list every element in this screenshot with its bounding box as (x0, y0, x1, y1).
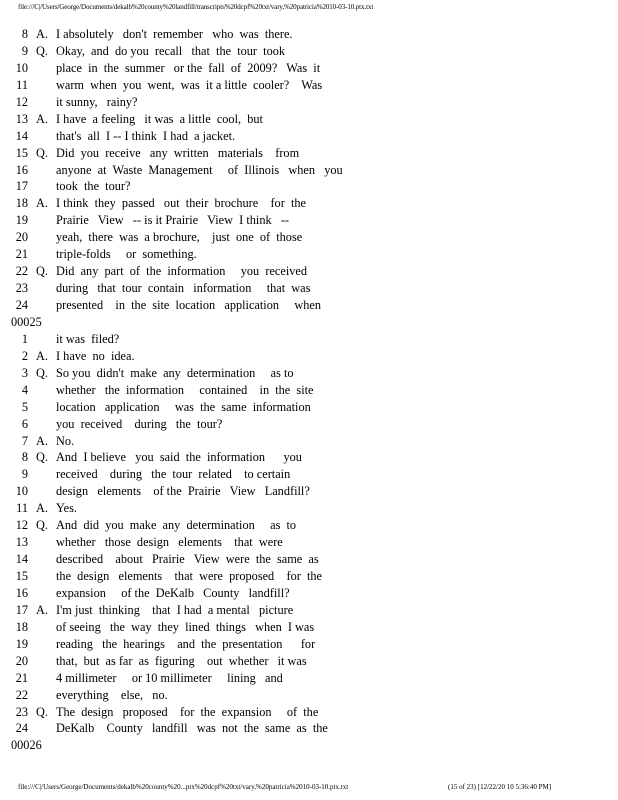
line-text: it was filed? (56, 331, 120, 346)
speaker-label: A. (36, 501, 48, 516)
line-number: 24 (15, 721, 28, 736)
line-text: triple-folds or something. (56, 247, 197, 262)
line-text: whether those design elements that were (56, 535, 283, 550)
line-text: The design proposed for the expansion of the (56, 704, 319, 719)
speaker-label: Q. (36, 518, 48, 533)
line-text: Did any part of the information you received (56, 264, 307, 279)
line-text: the design elements that were proposed for the (56, 569, 323, 583)
transcript-line (0, 602, 618, 619)
line-number: 21 (15, 247, 28, 262)
line-number: 16 (15, 585, 28, 600)
line-text: And I believe you said the information you (56, 450, 302, 465)
line-number: 5 (21, 399, 28, 414)
line-text: DeKalb County landfill was not the same as the (56, 721, 328, 736)
line-number: 23 (15, 704, 28, 719)
transcript-line (0, 128, 618, 145)
transcript-line (0, 60, 618, 77)
page-marker (0, 737, 618, 754)
speaker-label: Q. (36, 365, 48, 380)
line-number: 10 (15, 484, 28, 499)
line-number: 7 (21, 433, 28, 448)
line-text: that, but as far as figuring out whether it was (56, 653, 307, 668)
line-number: 3 (21, 365, 28, 380)
line-text: And did you make any determination as to (56, 518, 297, 533)
file-path-header: file:///C|/Users/George/Documents/dekalb%20county%20landfill/transcripts%20dcpf%20txt/vary,%20patricia%2010-03-10.ptx.txt (18, 3, 374, 11)
line-text: Prairie View -- is it Prairie View I think -- (56, 213, 290, 228)
transcript-line (0, 399, 618, 416)
transcript-line (0, 365, 618, 382)
line-text: expansion of the DeKalb County landfill? (56, 585, 290, 600)
transcript-line (0, 416, 618, 433)
page-number: 00025 (11, 314, 42, 329)
line-number: 9 (21, 467, 28, 482)
line-number: 18 (15, 196, 28, 211)
transcript-line (0, 94, 618, 111)
transcript-line (0, 568, 618, 585)
line-text: place in the summer or the fall of 2009? Was it (56, 60, 321, 75)
speaker-label: Q. (36, 145, 48, 160)
transcript-line (0, 263, 618, 280)
speaker-label: A. (36, 111, 48, 126)
line-text: of seeing the way they lined things when I was (56, 619, 315, 634)
line-text: received during the tour related to certain (56, 467, 291, 482)
transcript-line (0, 26, 618, 43)
line-number: 12 (15, 94, 28, 109)
line-number: 17 (15, 602, 28, 617)
line-text: I have a feeling it was a little cool, but (56, 111, 263, 126)
transcript-line (0, 280, 618, 297)
speaker-label: A. (36, 433, 48, 448)
line-text: location application was the same information (56, 399, 311, 414)
transcript-line (0, 636, 618, 653)
line-text: I think they passed out their brochure for the (56, 196, 306, 211)
line-text: Did you receive any written materials from (56, 145, 300, 160)
line-text: 4 millimeter or 10 millimeter lining and (56, 670, 283, 685)
transcript-line (0, 382, 618, 399)
line-number: 21 (15, 670, 28, 685)
line-number: 24 (15, 298, 28, 312)
transcript-line (0, 229, 618, 246)
line-number: 12 (15, 518, 28, 533)
line-text: yeah, there was a brochure, just one of those (56, 230, 303, 245)
speaker-label: A. (36, 27, 48, 41)
line-number: 11 (16, 77, 28, 92)
transcript-line (0, 466, 618, 483)
line-number: 9 (21, 43, 28, 58)
speaker-label: A. (36, 602, 48, 617)
transcript-line (0, 348, 618, 365)
line-number: 10 (15, 60, 28, 75)
line-number: 16 (15, 162, 28, 177)
line-text: warm when you went, was it a little cooler? Was (56, 77, 323, 92)
speaker-label: Q. (36, 264, 48, 279)
footer-file-path: file:///C|/Users/George/Documents/dekalb%20county%20...ptx%20dcpf%20txt/vary,%20patricia%2010-03-10.ptx.txt (18, 783, 349, 791)
speaker-label: A. (36, 348, 48, 363)
line-number: 8 (21, 450, 28, 465)
line-number: 14 (15, 128, 28, 143)
line-number: 14 (15, 552, 28, 567)
transcript-line (0, 111, 618, 128)
transcript-line (0, 653, 618, 670)
page-marker (0, 314, 618, 331)
line-number: 6 (21, 416, 28, 431)
line-text: that's all I -- I think I had a jacket. (56, 128, 236, 143)
speaker-label: Q. (36, 450, 48, 465)
transcript-body (0, 26, 618, 754)
line-number: 17 (15, 179, 28, 194)
transcript-line (0, 77, 618, 94)
line-text: it sunny, rainy? (56, 94, 138, 109)
line-number: 18 (15, 619, 28, 634)
transcript-line (0, 500, 618, 517)
transcript-line (0, 178, 618, 195)
line-text: I'm just thinking that I had a mental picture (56, 602, 294, 617)
line-text: described about Prairie View were the same as (56, 552, 319, 567)
page-number: 00026 (11, 738, 42, 753)
line-text: I absolutely don't remember who was there. (56, 27, 293, 41)
line-text: design elements of the Prairie View Landfill? (56, 484, 310, 499)
transcript-line (0, 483, 618, 500)
line-text: you received during the tour? (56, 416, 223, 431)
line-text: I have no idea. (56, 348, 135, 363)
line-text: took the tour? (56, 179, 131, 194)
line-number: 4 (21, 382, 28, 397)
speaker-label: Q. (36, 43, 48, 58)
transcript-line (0, 145, 618, 162)
transcript-line (0, 720, 618, 737)
line-text: No. (56, 433, 75, 448)
line-text: during that tour contain information that was (56, 281, 311, 296)
transcript-line (0, 195, 618, 212)
line-text: anyone at Waste Management of Illinois when you (56, 162, 343, 177)
transcript-line (0, 585, 618, 602)
transcript-line (0, 212, 618, 229)
line-number: 15 (15, 145, 28, 160)
footer-pagination: (15 of 23) [12/22/20 10 5:36:40 PM] (448, 783, 552, 791)
line-number: 8 (21, 27, 28, 41)
line-number: 11 (16, 501, 28, 516)
line-number: 22 (15, 264, 28, 279)
line-text: reading the hearings and the presentation for (56, 636, 316, 651)
line-number: 15 (15, 569, 28, 583)
line-number: 20 (15, 653, 28, 668)
line-number: 2 (21, 348, 28, 363)
transcript-line (0, 162, 618, 179)
line-text: whether the information contained in the site (56, 382, 314, 397)
line-number: 13 (15, 535, 28, 550)
line-number: 19 (15, 636, 28, 651)
transcript-line (0, 433, 618, 450)
line-text: everything else, no. (56, 687, 168, 702)
line-text: So you didn't make any determination as to (56, 365, 294, 380)
speaker-label: A. (36, 196, 48, 211)
line-number: 13 (15, 111, 28, 126)
transcript-line (0, 331, 618, 348)
transcript-line (0, 517, 618, 534)
line-number: 20 (15, 230, 28, 245)
transcript-line (0, 670, 618, 687)
transcript-line (0, 534, 618, 551)
transcript-line (0, 704, 618, 721)
line-number: 1 (21, 331, 28, 346)
line-text: Okay, and do you recall that the tour took (56, 43, 286, 58)
transcript-line (0, 449, 618, 466)
transcript-line (0, 297, 618, 314)
transcript-line (0, 551, 618, 568)
transcript-line (0, 246, 618, 263)
transcript-line (0, 687, 618, 704)
transcript-line (0, 43, 618, 60)
line-number: 22 (15, 687, 28, 702)
speaker-label: Q. (36, 704, 48, 719)
line-text: presented in the site location application when (56, 298, 321, 312)
line-text: Yes. (56, 501, 77, 516)
line-number: 19 (15, 213, 28, 228)
transcript-line (0, 619, 618, 636)
line-number: 23 (15, 281, 28, 296)
